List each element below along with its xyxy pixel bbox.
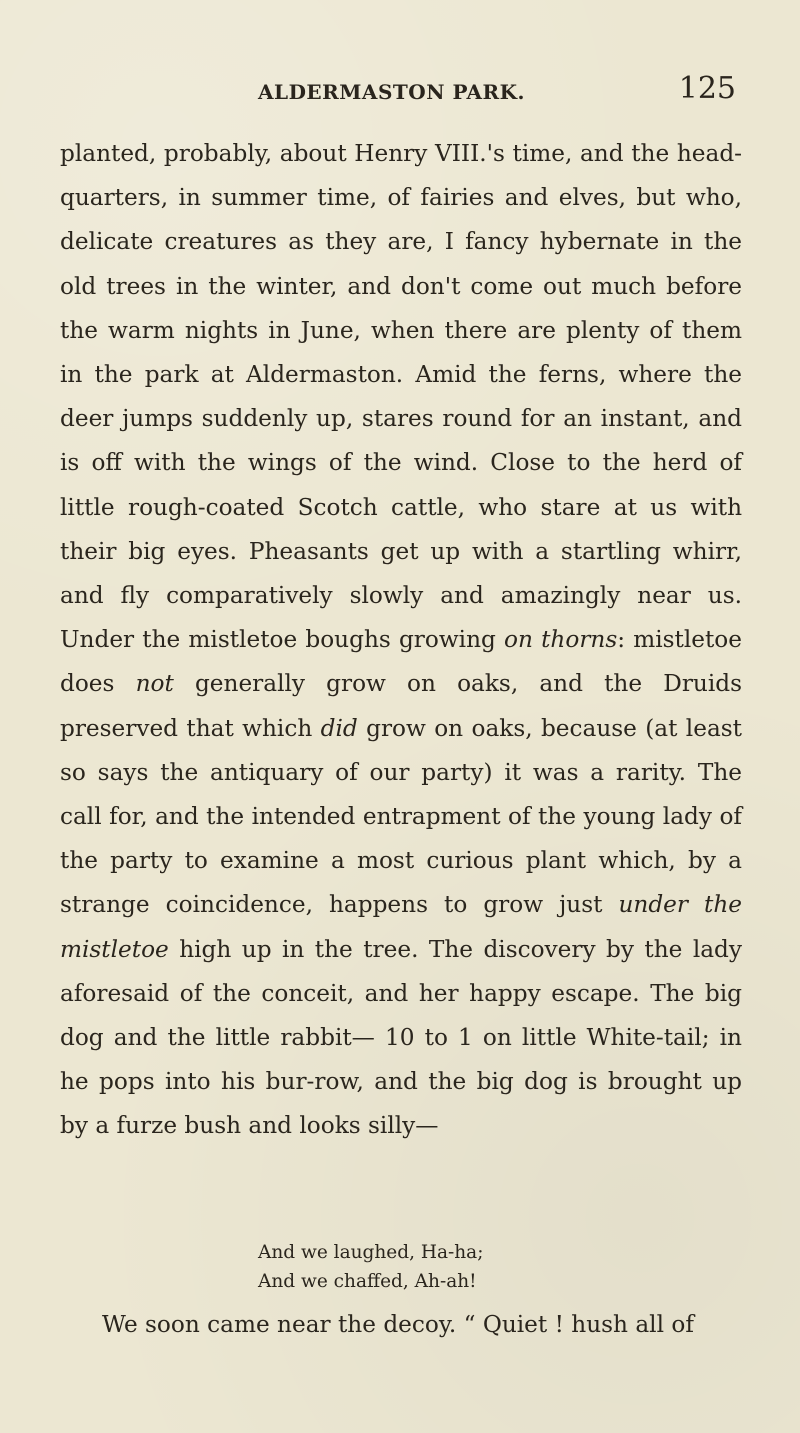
text-run: generally grow on oaks, and the Druids preserved that which — [60, 670, 742, 742]
italic-did: did — [320, 714, 358, 742]
text-run: grow on oaks, because (at least so says the antiquary of our party) it was a rarity. The call for, and the intended entrapment of the young lady of the party to examine a most curious plant which, by a strange coincidence, happens to grow just — [60, 714, 742, 919]
main-paragraph — [60, 132, 742, 1149]
text-run: planted, probably, about Henry VIII.'s time, and the head-quarters, in summer time, of fairies and elves, but who, delicate creatures as they are, I fancy hybernate in the old trees in the winter, and don't come out much before the warm nights in June, when there are plenty of them in the park at Aldermaston. Amid the ferns, where the deer jumps suddenly up, stares round for an instant, and is off with the wings of the wind. Close to the herd of little rough-coated Scotch cattle, who stare at us with their big eyes. Pheasants get up with a startling whirr, and fly comparatively slowly and amazingly near us. Under the mistletoe boughs growing — [60, 140, 742, 654]
page-number: 125 — [678, 71, 736, 106]
running-head — [0, 71, 800, 114]
verse-line-2: And we chaffed, Ah-ah! — [258, 1271, 477, 1292]
italic-on-thorns: on thorns — [504, 626, 618, 654]
paragraph-text — [60, 132, 742, 1149]
chapter-header-title: ALDERMASTON PARK. — [258, 80, 526, 104]
verse-line-1: And we laughed, Ha-ha; — [258, 1242, 484, 1263]
italic-not: not — [135, 670, 174, 698]
text-run: : mistletoe does — [60, 626, 742, 698]
verse-quote — [258, 1238, 618, 1296]
closing-paragraph-start: We soon came near the decoy. “ Quiet ! hush all of — [102, 1311, 694, 1338]
text-run: high up in the tree. The discovery by the lady aforesaid of the conceit, and her happy escape. The big dog and the little rabbit— 10 to 1 on little White-tail; in he pops into his bur-row, and the big dog is brought up by a furze bush and looks silly— — [60, 935, 742, 1140]
italic-under-the-mistletoe: under the mistletoe — [60, 891, 742, 963]
